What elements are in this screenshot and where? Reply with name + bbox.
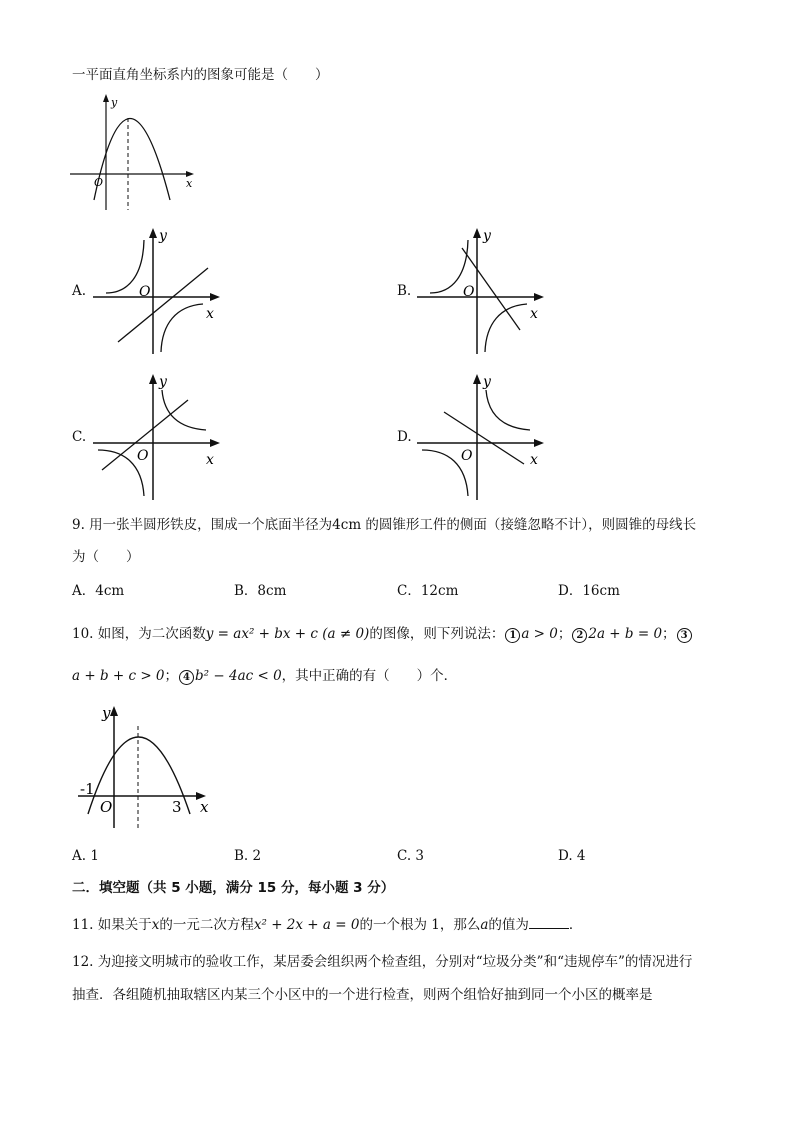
q10-statement-4: b² − 4ac < 0 [195,668,282,684]
q12-stem-line1: 12. 为迎接文明城市的验收工作，某居委会组织两个检查组，分别对“垃圾分类”和“违规停车”的情况进行 [72,954,693,970]
q10-parabola-graph [74,700,224,832]
q8-b-origin-label: O [463,284,475,300]
q9-option-b: B．8cm [234,583,287,599]
q8-ref-x-label: x [186,177,193,190]
q10-prefix: 10. 如图，为二次函数 [72,626,206,642]
statement-4-marker: 4 [179,670,194,685]
q11-var-x: x [151,917,160,933]
q9-stem-line2: 为（ ） [72,549,140,565]
q10-mid: 的图像，则下列说法： [369,626,505,642]
q10-option-d: D. 4 [558,848,586,864]
q8-c-x-label: x [206,452,214,468]
q8-option-a-label: A. [72,283,87,299]
q11-stem: 11. 如果关于x的一元二次方程x² + 2x + a = 0的一个根为 1，那么a的值为 ． [72,917,583,933]
q9-option-c: C．12cm [397,583,459,599]
statement-3-marker: 3 [677,628,692,643]
q10-minus-one-label: -1 [80,780,95,798]
q10-option-a: A. 1 [72,848,99,864]
q8-d-x-label: x [530,452,538,468]
q9-option-a: A．4cm [72,583,125,599]
q10-statement-3: a + b + c > 0 [72,668,165,684]
q8-option-d-graph [412,372,552,502]
q11-var-a: a [480,917,489,933]
q8-a-y-label: y [159,228,167,244]
q8-option-c-graph [88,372,228,502]
q12-stem-line2: 抽查．各组随机抽取辖区内某三个小区中的一个进行检查，则两个组恰好抽到同一个小区的概率是 [72,987,653,1003]
q8-d-origin-label: O [461,448,473,464]
q8-option-c-label: C. [72,429,87,445]
q8-b-y-label: y [483,228,491,244]
q8-c-y-label: y [159,374,167,390]
q10-function: y = ax² + bx + c (a ≠ 0) [205,626,370,642]
q8-c-origin-label: O [137,448,149,464]
statement-1-marker: 1 [505,628,520,643]
q10-x-label: x [200,798,209,816]
q8-reference-graph [66,92,196,217]
q9-option-d: D．16cm [558,583,620,599]
q8-a-origin-label: O [139,284,151,300]
q11-answer-blank[interactable] [529,916,569,929]
q10-option-b: B. 2 [234,848,262,864]
q11-equation: x² + 2x + a = 0 [253,917,360,933]
q10-stem-line1: 10. 如图，为二次函数y = ax² + bx + c (a ≠ 0)的图像，则下列说法： 1 a > 0； 2 2a + b = 0； 3 [72,625,693,643]
section-2-heading: 二．填空题（共 5 小题，满分 15 分，每小题 3 分） [72,880,395,896]
q9-stem-line1: 9. 用一张半圆形铁皮，围成一个底面半径为4cm 的圆锥形工件的侧面（接缝忽略不计），则圆锥的母线长 [72,517,697,533]
q10-statement-1: a > 0 [521,626,558,642]
q8-d-y-label: y [483,374,491,390]
q8-ref-y-label: y [111,96,118,109]
q8-a-x-label: x [206,306,214,322]
q10-y-label: y [102,704,111,722]
q10-option-c: C. 3 [397,848,425,864]
q8-ref-origin-label: O [94,176,104,189]
q10-stem-line2: a + b + c > 0； 4 b² − 4ac < 0，其中正确的有（ ）个． [72,668,458,684]
q10-statement-2: 2a + b = 0 [588,626,663,642]
q10-tail: ，其中正确的有（ ）个． [281,668,458,684]
statement-2-marker: 2 [572,628,587,643]
q8-option-b-label: B. [397,283,412,299]
q8-option-a-graph [88,226,228,356]
q8-b-x-label: x [530,306,538,322]
q8-option-b-graph [412,226,552,356]
q10-origin-label: O [100,798,113,816]
q8-stem: 一平面直角坐标系内的图象可能是（ ） [72,67,329,83]
q8-option-d-label: D. [397,429,412,445]
q10-three-label: 3 [172,798,182,816]
